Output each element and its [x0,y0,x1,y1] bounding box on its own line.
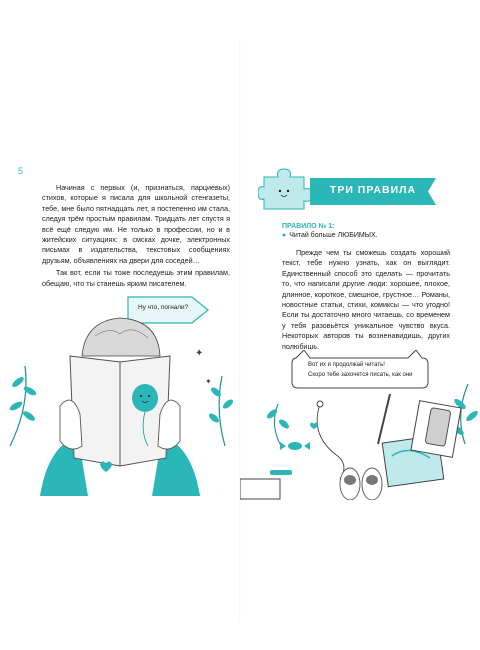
desk-illustration [240,384,480,500]
right-body-text [282,248,450,352]
right-paragraph: Прежде чем ты сможешь создать хороший текст, тебе нужно узнать, как он выглядит. Единственный способ это сделать — прочитать то, что написали другие люди: хорошее, плохое, длинное, короткое, смешное, грустное… Романы, новостные статьи, стихи, комиксы — что угодно! Если ты достаточно много читаешь, со временем у тебя разовьётся уникальное чувство вкуса. Некоторых авторов ты возненавидишь, других полюбишь. [282,248,450,351]
chapter-title: ТРИ ПРАВИЛА [329,184,417,196]
rule-subtitle [282,232,378,239]
puzzle-icon [258,167,312,211]
rule-title: ПРАВИЛО № 1: [282,223,335,230]
left-paragraph-2: Так вот, если ты тоже последуешь этим правилам, обещаю, что ты станешь ярким писателем. [42,268,230,288]
bullet-icon: ● [282,232,287,239]
callout-text: Ну что, погнали? [138,304,189,311]
reader-illustration [0,296,240,496]
chapter-header [310,178,436,205]
svg-text:✦: ✦ [195,348,204,359]
svg-text:✦: ✦ [205,377,212,386]
rule-subtitle-text: Читай больше ЛЮБИМЫХ. [289,232,378,239]
left-body-text [42,183,230,291]
speech-bubble [290,350,430,386]
left-paragraph-1: Начиная с первых (и, признаться, парциевых) стихов, которые я писала для школьной стенгазеты, тебе, мне было пятнадцать лет, я постепенно им стала, следуя трём простым правилам. Тридцать лет спустя я всё ещё следую им. Не только в профессии, но и в житейских ситуациях: в смсках дочке, электронных письмах в издательства, текстовых сообщениях друзьям, объявлениях на двери для соседей… [42,183,230,265]
speech-line-1: Вот их и продолжай читать! [308,362,385,368]
page-number: 5 [18,166,24,176]
speech-line-2: Скоро тебе захочется писать, как они [308,372,413,378]
